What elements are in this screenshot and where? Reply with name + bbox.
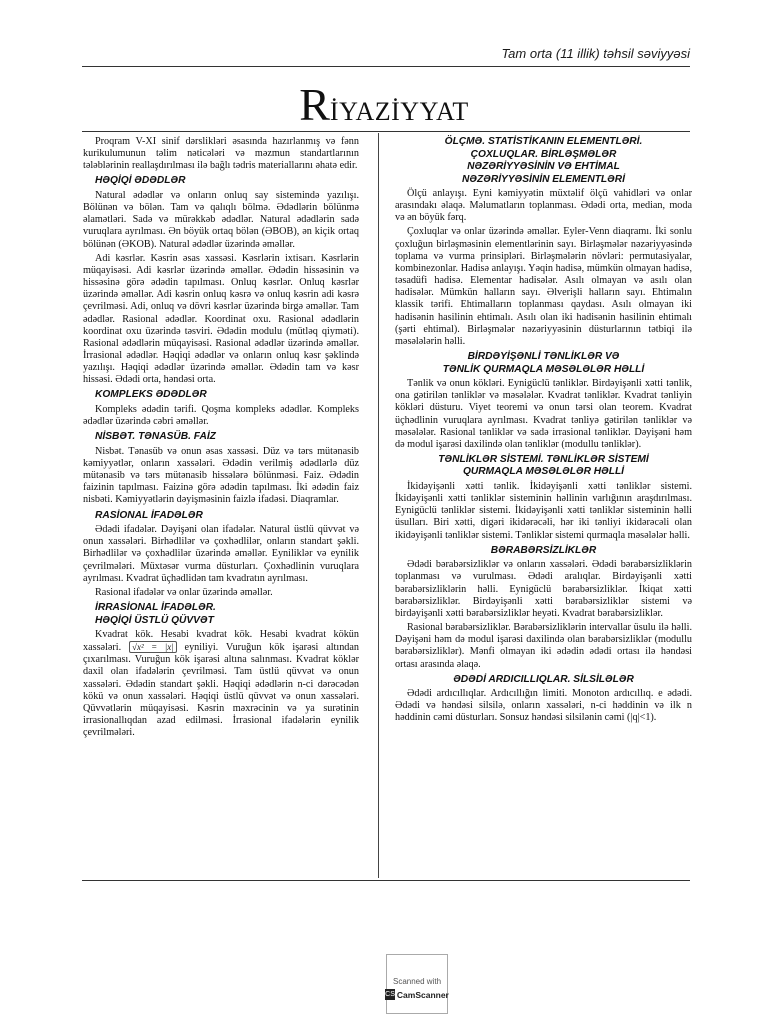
section-heading-sets: ÇOXLUQLAR. BİRLƏŞMƏLƏR: [470, 148, 617, 160]
section-heading-systems: TƏNLİKLƏR SİSTEMİ. TƏNLİKLƏR SİSTEMİ: [438, 453, 649, 465]
section-heading-real-numbers: HƏQİQİ ƏDƏDLƏR: [95, 175, 186, 187]
section-heading-rational-expressions: RASİONAL İFADƏLƏR: [95, 509, 203, 521]
section-heading-statistics: ÖLÇMƏ. STATİSTİKANIN ELEMENTLƏRİ.: [444, 136, 643, 147]
paragraph: Tənlik və onun kökləri. Eynigüclü tənliklər. Birdəyişənli xətti tənlik, ona gətirilən tənliklər və məsələlər. Kvadrat tənliklər. Kvadrat tənliyin kökləri düsturu. Viyet teoremi və onun tərsi olan teorem. Kvadrat üçhədlinin vuruqlara ayrılması. Kvadrat tənliyə gətirilən tənliklər və məsələlər. Rasional tənliklər və sadə irrasional tənliklər. Dəyişəni həm də modul işarəsi daxilində olan tənliklər (modullu tənliklər).: [395, 378, 692, 450]
section-heading-equations: BİRDƏYİŞƏNLİ TƏNLİKLƏR VƏ: [467, 351, 620, 363]
title-initial: R: [299, 79, 330, 130]
sqrt-formula: √x² = |x|: [129, 641, 177, 653]
paragraph-part: Kvadrat kök. Hesabi kvadrat kök. Hesabi kvadrat kökün xassələri.: [83, 629, 359, 654]
section-heading-probability: NƏZƏRİYYƏSİNİN ELEMENTLƏRİ: [462, 173, 625, 185]
section-heading-irrational: İRRASİONAL İFADƏLƏR.: [95, 602, 216, 613]
paragraph: Çoxluqlar və onlar üzərində əməllər. Eyler-Venn diaqramı. İki sonlu çoxluğun birləşməsinin elementlərinin sayı. Birləşmələr nəzəriyyəsində toplama və vurma prinsipləri. Birləşmələrin növləri: permutasiyalar, kombinezonlar. Hadisə anlayışı. Yəqin hadisə, mümkün olmayan hadisə, təsadüfi hadisə. Elementar hadisələr. Asılı olmayan və asılı olan hadisələr. Mümkün halların sayı. Əlverişli halların sayı. Ehtimalın klassik tərifi. Ehtimalların toplanması qaydası. Asılı olmayan iki hadisənin hasilinin ehtimalı. Asılı olan iki hadisənin hasilinin ehtimalı (şərti ehtimal). Birləşmələr nəzəriyyəsinin düsturlarının tətbiqi ilə məsələlərin həlli.: [395, 226, 692, 347]
level-header: Tam orta (11 illik) təhsil səviyyəsi: [501, 46, 690, 61]
watermark-name: CamScanner: [396, 989, 449, 1000]
title-rule: [82, 131, 690, 132]
camscanner-watermark: [386, 954, 448, 1014]
paragraph: İkidəyişənli xətti tənlik. İkidəyişənli xətti tənliklər sistemi. İkidəyişənli xətti tənliklər sisteminin həllinin varlığının araşdırılması. Eynigüclü tənliklər sistemi. İkidəyişənli xətti tənliklər sisteminin həlli üsulları. Biri xətti, digəri ikidərəcəli, hər iki tənliyi ikidərəcəli olan ikidəyişənli tənliklər sistemi. Tənliklər sistemi qurmaqla məsələlər həlli.: [395, 480, 692, 541]
paragraph: Adi kəsrlər. Kəsrin əsas xassəsi. Kəsrlərin ixtisarı. Kəsrlərin müqayisəsi. Adi kəsrlər üzərində əməllər. Ədədin hissəsinin və hissəsinə görə ədədin tapılması. Onluq kəsrlər. Onluq kəsrlər üzərində əməllər. Adi kəsrin onluq kəsrə və onluq kəsrin adi kəsrə çevrilməsi. Adi, onluq və dövri kəsrlər üzərində birgə əməllər. Tam ədədlər. Rasional ədədlər. Koordinat oxu. Rasional ədədlərin koordinat oxu üzərində təsviri. Ədədin modulu (mütləq qiyməti). Rasional ədədlərin müqayisəsi. Rasional ədədlər üzərində əməllər. İrrasional ədədlər. Həqiqi ədədlər və onların onluq kəsr şəklində yazılışı. Həqiqi ədədlər üzərində əməllər. Ədədin tam və kəsr hissəsi. Ədədi orta, həndəsi orta.: [83, 252, 359, 386]
paragraph: Ədədi ifadələr. Dəyişəni olan ifadələr. Natural üstlü qüvvət və onun xassələri. Birhədlilər və çoxhədlilər, onların standart şəkli. Birhədlilər və çoxhədlilər üzərində əməllər. Eyniliklər və eynilik çevrilmələri. Müxtəsər vurma düsturları. Çoxhədlinin vuruqlara ayrılması. Kvadrat üçhədlidən tam kvadratın ayrılması.: [83, 524, 359, 584]
section-heading-system-problems: QURMAQLA MƏSƏLƏLƏR HƏLLİ: [462, 466, 625, 478]
paragraph: Nisbət. Tənasüb və onun əsas xassəsi. Düz və tərs mütənasib kəmiyyətlər, onların xassələri. Ədədin verilmiş ədədlərlə düz mütənasib və tərs mütənasib hissələrə bölünməsi. Faiz. Ədədin faizinin tapılması. Faizinə görə ədədin tapılması. İki ədədin faiz nisbəti. Kəmiyyətlərin dəyişməsinin faizlə ifadəsi. Diaqramlar.: [83, 445, 359, 506]
intro-paragraph: Proqram V-XI sinif dərslikləri əsasında hazırlanmış və fənn kurikulumunun təlim nəticələri və məzmun standartlarının tələblərinin reallaşdırılması ilə bağlı tədris materiallarını əhatə edir.: [83, 136, 359, 172]
section-heading-equation-problems: TƏNLİK QURMAQLA MƏSƏLƏLƏR HƏLLİ: [442, 363, 645, 375]
page-title: [0, 78, 768, 131]
header-rule: [82, 66, 690, 67]
paragraph: Natural ədədlər və onların onluq say sistemində yazılışı. Bölünən və bölən. Tam və qalıqlı bölmə. Ədədlərin bölünmə əlamətləri. Sadə və mürəkkəb ədədlər. Natural ədədlərin sadə vuruqlara ayrılması. Ən böyük ortaq bölən (ƏBOB), ən kiçik ortaq bölünən (ƏKOB). Natural ədədlər üzərində əməllər.: [83, 189, 359, 250]
section-heading-ratio: NİSBƏT. TƏNASÜB. FAİZ: [95, 431, 216, 443]
paragraph: Ədədi ardıcıllıqlar. Ardıcıllığın limiti. Monoton ardıcıllıq. e ədədi. Ədədi və həndəsi silsilə, onların xassələri, n-ci həddinin və ilk n həddinin cəmi düsturları. Sonsuz həndəsi silsilənin cəmi (|q|<1).: [395, 688, 692, 724]
paragraph-part: eyniliyi. Vuruğun kök işarəsi altından çıxarılması. Vuruğun kök işarəsi altına salınması. Kvadrat köklər daxil olan ifadələrin çevrilməsi. Tam üstlü qüvvət və onun xassələri. Ədədin standart şəkli. Həqiqi ədədlərin n-ci dərəcədən kökü və onun xassələri. Həqiqi üstlü qüvvət və onun xassələri. Qüvvətlərin müqayisəsi. Kəsrin məxrəcinin və ya surətinin irrasionallıqdan azad edilməsi. İrrasional ifadələrin eynilik çevrilmələri.: [83, 642, 360, 739]
left-column: [83, 136, 359, 741]
right-column: [395, 136, 692, 727]
title-rest: İYAZİYYAT: [329, 97, 469, 126]
section-heading-real-power: HƏQİQİ ÜSTLÜ QÜVVƏT: [95, 614, 214, 626]
paragraph: Ədədi bərabərsizliklər və onların xassələri. Ədədi bərabərsizliklərin toplanması və vurulması. Ədədi aralıqlar. Birdəyişənli xətti bərabərsizliklərin həlli. Eynigüclü bərabərsizliklər. İkiqat xətti bərabərsizliklər. Birdəyişənli xətti bərabərsizliklər sistemi və birdəyişənli xətti bərabərsizliklər heyəti. Kvadrat bərabərsizliklər.: [395, 559, 692, 619]
watermark-caption: Scanned with: [392, 977, 442, 986]
paragraph: [83, 629, 359, 739]
camscanner-logo-icon: CS: [385, 991, 395, 998]
column-divider: [378, 133, 379, 878]
paragraph: Rasional bərabərsizliklər. Bərabərsizliklərin intervallar üsulu ilə həlli. Dəyişəni həm də modul işarəsi daxilində olan bərabərsizliklər (modullu bərabərsizliklər). Mənfi olmayan iki ədədin ədədi ortası ilə həndəsi ortası arasında əlaqə.: [395, 622, 692, 670]
section-heading-combinatorics: NƏZƏRİYYƏSİNİN VƏ EHTİMAL: [467, 161, 620, 172]
watermark-brand: [387, 989, 447, 1000]
paragraph: Rasional ifadələr və onlar üzərində əməllər.: [95, 586, 273, 598]
paragraph: Kompleks ədədin tərifi. Qoşma kompleks ədədlər. Kompleks ədədlər üzərində cəbri əməllər.: [83, 403, 359, 428]
paragraph: Ölçü anlayışı. Eyni kəmiyyətin müxtəlif ölçü vahidləri və onlar arasındakı əlaqə. Məlumatların toplanması. Ədədi orta, median, moda və ən böyük fərq.: [395, 188, 692, 224]
section-heading-complex-numbers: KOMPLEKS ƏDƏDLƏR: [95, 389, 207, 401]
section-heading-sequences: ƏDƏDİ ARDICILLIQLAR. SİLSİLƏLƏR: [453, 673, 634, 685]
section-heading-inequalities: BƏRABƏRSİZLİKLƏR: [490, 544, 597, 556]
footer-rule: [82, 880, 690, 881]
